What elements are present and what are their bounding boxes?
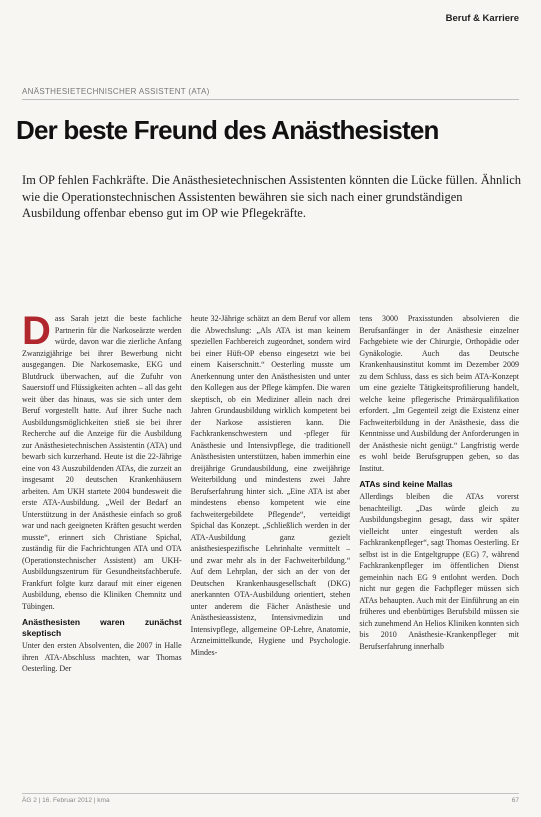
paragraph: heute 32-Jährige schätzt an dem Beruf vor allem die Abwechslung: „Als ATA ist man keinem speziellen Fachbereich zugeordnet, sondern wird bei einer Hüft-OP ebenso eingesetzt wie bei einem Kaiserschnitt.“ Oesterling musste um Anerkennung unter den Anästhesisten und unter den Kollegen aus der Pflege kämpfen. Die waren skeptisch, ob ein Mediziner allein nach drei Jahren Grundausbildung wirklich kompetent bei der Narkose assistieren kann. Die Fachkrankenschwestern und -pfleger für Anästhesie und Intensivpflege, die traditionell Anästhesisten unterstützen, haben immerhin eine dreijährige Grundausbildung, eine zweijährige Weiterbildung und mindestens zwei Jahre Berufserfahrung hinter sich. „Eine ATA ist aber mindestens ebenso kompetent wie eine fachweitergebildete Pflegende“, verteidigt Spichal das Konzept. „Schließlich werden in der ATA-Ausbildung ganz gezielt anästhesiespezifische Lehrinhalte vermittelt – und zwar mehr als in der Fachweiterbildung.“ Auf dem Lehrplan, der sich an der von der Deutschen Krankenhausgesellschaft (DKG) anerkannten OTA-Ausbildung orientiert, stehen unter anderem die Fächer Anästhesie und Anästhesieassistenz, Intensivmedizin und Intensivpflege, allgemeine OP-Lehre, Anatomie, Arzneimittelkunde, Hygiene und Psychologie. Mindes- [190,314,351,657]
page-footer [22,793,519,804]
article-headline: Der beste Freund des Anästhesisten [16,115,439,145]
article-body [22,313,519,783]
drop-cap: D [22,313,51,353]
article-kicker: ANÄSTHESIETECHNISCHER ASSISTENT (ATA) [22,87,519,100]
paragraph-text: ass Sarah jetzt die beste fachliche Partnerin für die Narkoseärzte werden würde, davon war die zierliche Anfang Zwanzigjährige bei ihrer Bewerbung nicht ausgegangen. Die Narkosemaske, EKG und Blutdruck überwachen, auf die Zufuhr von Sauerstoff und Flüssigkeiten achten – all das geht weit über das hinaus, was sie sich unter dem Beruf vorgestellt hatte. Auf ihrer Suche nach Ausbildungsmöglichkeiten stieß sie bei ihrer Recherche auf die Anzeige für die Ausbildung zur Anästhesietechnischen Assistentin (ATA) und bewarb sich kurzerhand. Heute ist die 22-Jährige eine von 43 Auszubildenden ATAs, die zurzeit an insgesamt 20 deutschen Krankenhäusern arbeiten. Am UKH startete 2004 bundesweit die erste ATA-Ausbildung. „Weil der Bedarf an Unterstützung in der Anästhesie einfach so groß war und nach geeigneten Kräften gesucht werden musste“, erinnert sich Christiane Spichal, zuständig für die Fachrichtungen ATA und OTA (Operationstechnischer Assistent) am UKH-Ausbildungszentrum für Gesundheitsfachberufe. Frankfurt folgte kurz darauf mit einer eigenen Ausbildung, ebenso die Kliniken Chemnitz und Tübingen. [22,314,182,611]
paragraph: Allerdings bleiben die ATAs vorerst benachteiligt. „Das würde gleich zu Ausbildungsbeginn gesagt, dass wir später vielleicht unter eingestuft werden als Fachkrankenpfleger“, sagt Thomas Oesterling. Er selbst ist in die Entgeltgruppe (EG) 7, während Fachkrankenpfleger im öffentlichen Dienst gemeinhin nach EG 9 entlohnt werden. Doch nicht nur gegen die Fachpfleger müssen sich ATAs behaupten. Auch mit der Einführung an ein früheres und ebenbürtiges Berufsbild müssen sie sich zunehmend An Helios Kliniken konnten sich bis 2010 Anästhesie-Krankenpfleger mit Berufserfahrung innerhalb [359,492,519,651]
paragraph [22,313,182,612]
subheading: Anästhesisten waren zunächst skeptisch [22,617,182,638]
section-label: Beruf & Karriere [445,13,519,24]
page-number: 67 [511,797,519,804]
paragraph: Unter den ersten Absolventen, die 2007 in Halle ihren ATA-Abschluss machten, war Thomas Oesterling. Der [22,641,182,673]
article-lead: Im OP fehlen Fachkräfte. Die Anästhesietechnischen Assistenten könnten die Lücke füllen. Ähnlich wie die Operationstechnischen Assistenten bewähren sie sich nach einer grundständigen Ausbildung offenbar ebenso gut im OP wie Pflegekräfte. [22,173,522,220]
body-column-3 [359,313,519,783]
subheading: ATAs sind keine Mallas [359,479,453,489]
paragraph: tens 3000 Praxisstunden absolvieren die Berufsanfänger in der Anästhesie einzelner Fachgebiete wie der Chirurgie, Orthopädie oder Gynäkologie. Auch das Deutsche Krankenhausinstitut kommt im Dezember 2009 zu dem Schluss, dass es sich beim ATA-Konzept um eine gezielte Tätigkeitsprofilierung handelt, welche keine pflegerische Primärqualifikation erfordert. „Im Gegenteil zeigt die Existenz einer Fachweiterbildung in der Anästhesie, dass die Kenntnisse und Ausbildung der Anforderungen in der Anästhesie nicht genügt.“ Langfristig werde es wohl beide Berufsgruppen geben, so das Institut. [359,314,519,473]
body-column-2 [191,313,351,783]
footer-issue: ÄG 2 | 16. Februar 2012 | kma [22,797,110,804]
body-column-1 [22,313,182,783]
